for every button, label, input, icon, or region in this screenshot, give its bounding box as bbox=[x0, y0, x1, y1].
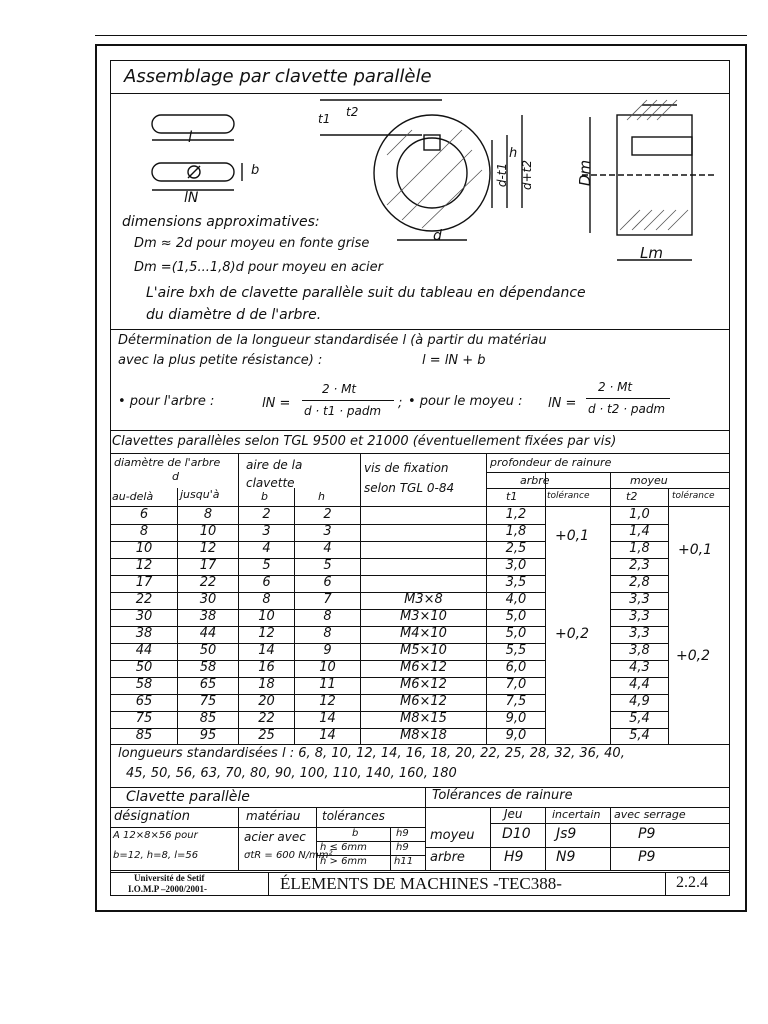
table-cell: M8×15 bbox=[400, 711, 447, 726]
tol-arbre-1: +0,1 bbox=[555, 528, 589, 544]
table-rule bbox=[110, 827, 425, 828]
th-serrage: avec serrage bbox=[614, 808, 686, 821]
th-t1: t1 bbox=[506, 490, 518, 503]
table-cell: 22 bbox=[258, 711, 275, 726]
table-cell: 6 bbox=[262, 575, 271, 590]
materiau-1: acier avec bbox=[244, 830, 306, 844]
table-rule bbox=[486, 488, 730, 489]
th-designation: désignation bbox=[114, 809, 190, 824]
table-cell: 5,4 bbox=[629, 728, 650, 743]
divider bbox=[110, 93, 730, 94]
table-cell: 20 bbox=[258, 694, 275, 709]
tol-arbre-2: +0,2 bbox=[555, 626, 589, 642]
arbre-num: 2 · Mt bbox=[322, 382, 357, 396]
table-cell: 3,8 bbox=[629, 643, 650, 658]
table-cell: 4 bbox=[323, 541, 332, 556]
table-cell: M6×12 bbox=[400, 660, 447, 675]
divider bbox=[110, 870, 730, 871]
table-cell: 5 bbox=[262, 558, 271, 573]
th-jeu: Jeu bbox=[504, 807, 523, 821]
table-cell: 85 bbox=[199, 711, 217, 726]
arbre-lhs: lN = bbox=[262, 396, 291, 411]
table-cell: 8 bbox=[139, 524, 149, 539]
table-cell: 12 bbox=[319, 694, 336, 709]
table-cell: 95 bbox=[199, 728, 217, 743]
table-cell: 12 bbox=[258, 626, 275, 641]
top-rule bbox=[95, 35, 747, 36]
table-cell: 30 bbox=[199, 592, 217, 607]
table-cell: 4 bbox=[262, 541, 271, 556]
table-cell: 10 bbox=[135, 541, 153, 556]
table-cell: 6 bbox=[139, 507, 149, 522]
label-h: h bbox=[509, 146, 518, 161]
table-cell: 30 bbox=[135, 609, 153, 624]
table-cell: 44 bbox=[135, 643, 153, 658]
bottom-left-title: Clavette parallèle bbox=[126, 789, 250, 805]
table-cell: M3×10 bbox=[400, 609, 447, 624]
footer-code: 2.2.4 bbox=[676, 874, 708, 891]
table-cell: M8×18 bbox=[400, 728, 447, 743]
tol-b: b bbox=[352, 828, 359, 839]
table-cell: 9,0 bbox=[505, 711, 527, 726]
footer-university: Université de Setif bbox=[134, 873, 205, 883]
approx-note1: L'aire bxh de clavette parallèle suit du tableau en dépendance bbox=[146, 285, 586, 301]
table-cell: 8 bbox=[323, 609, 332, 624]
table-cell: 22 bbox=[199, 575, 217, 590]
determination-line2: avec la plus petite résistance) : bbox=[118, 353, 323, 368]
divider bbox=[110, 787, 730, 788]
th-tol1: tolérance bbox=[547, 491, 590, 501]
table-cell: 2,8 bbox=[629, 575, 650, 590]
th-jusqua: jusqu'à bbox=[180, 488, 220, 501]
row-moyeu: moyeu bbox=[430, 828, 475, 843]
arbre-jeu: H9 bbox=[504, 849, 524, 865]
table-cell: 44 bbox=[199, 626, 217, 641]
table-cell: 17 bbox=[135, 575, 153, 590]
table-cell: 8 bbox=[262, 592, 271, 607]
table-cell: 3,3 bbox=[629, 609, 650, 624]
tol-h2: h > 6mm bbox=[320, 856, 367, 867]
table-rule bbox=[110, 744, 730, 745]
table-cell: 22 bbox=[135, 592, 153, 607]
table-cell: 5,5 bbox=[505, 643, 527, 658]
table-cell: 5,4 bbox=[629, 711, 650, 726]
table-cell: 75 bbox=[199, 694, 217, 709]
approx-heading: dimensions approximatives: bbox=[122, 214, 320, 230]
designation-2: b=12, h=8, l=56 bbox=[113, 850, 199, 861]
tol-moyeu-1: +0,1 bbox=[678, 542, 712, 558]
th-d: d bbox=[172, 470, 179, 483]
table-cell: 14 bbox=[319, 711, 336, 726]
table-col bbox=[545, 472, 546, 744]
tol-moyeu-2: +0,2 bbox=[676, 648, 710, 664]
table-cell: 3 bbox=[323, 524, 332, 539]
table-cell: 14 bbox=[258, 643, 275, 658]
divider bbox=[110, 453, 730, 454]
arbre-incertain: N9 bbox=[556, 849, 576, 865]
divider bbox=[110, 430, 730, 431]
bottom-right-title: Tolérances de rainure bbox=[432, 788, 573, 803]
row-arbre: arbre bbox=[430, 850, 465, 865]
arbre-label: • pour l'arbre : bbox=[118, 394, 215, 409]
label-d-t1: d-t1 bbox=[495, 162, 510, 188]
table-cell: 3,0 bbox=[505, 558, 527, 573]
table-cell: 65 bbox=[135, 694, 153, 709]
table-cell: 1,2 bbox=[505, 507, 527, 522]
table-cell: 50 bbox=[135, 660, 153, 675]
table-cell: 4,9 bbox=[629, 694, 650, 709]
moyeu-num: 2 · Mt bbox=[598, 380, 633, 394]
table-cell: 50 bbox=[199, 643, 217, 658]
table-cell: 2,5 bbox=[505, 541, 527, 556]
table-cell: M5×10 bbox=[400, 643, 447, 658]
table-cell: 12 bbox=[135, 558, 153, 573]
table-col bbox=[490, 807, 491, 870]
table-rule bbox=[486, 472, 730, 473]
th-au-dela: au-delà bbox=[112, 490, 154, 503]
formula-separator: ; bbox=[398, 396, 403, 411]
table-cell: 4,3 bbox=[629, 660, 650, 675]
table-cell: 85 bbox=[135, 728, 153, 743]
th-tolerances: tolérances bbox=[322, 809, 385, 823]
approx-note2: du diamètre d de l'arbre. bbox=[146, 307, 322, 323]
table-cell: 6,0 bbox=[505, 660, 527, 675]
table-cell: 75 bbox=[135, 711, 153, 726]
label-Dm: Dm bbox=[576, 159, 595, 187]
table-cell: M6×12 bbox=[400, 694, 447, 709]
th-b: b bbox=[261, 490, 268, 503]
tol-h2-val: h11 bbox=[394, 856, 414, 867]
table-cell: 58 bbox=[199, 660, 217, 675]
table-col bbox=[425, 787, 426, 870]
page-title: Assemblage par clavette parallèle bbox=[124, 66, 432, 87]
moyeu-incertain: Js9 bbox=[556, 826, 577, 842]
table-cell: 10 bbox=[258, 609, 275, 624]
table-cell: 16 bbox=[258, 660, 275, 675]
table-cell: 1,8 bbox=[505, 524, 527, 539]
lengths-line2: 45, 50, 56, 63, 70, 80, 90, 100, 110, 140, 160, 180 bbox=[126, 766, 457, 781]
arbre-fraction-bar bbox=[302, 400, 394, 401]
table-cell: 3,3 bbox=[629, 626, 650, 641]
table-cell: 10 bbox=[199, 524, 217, 539]
table-cell: 1,0 bbox=[629, 507, 650, 522]
table-col bbox=[390, 827, 391, 870]
table-cell: M6×12 bbox=[400, 677, 447, 692]
table-cell: 7,0 bbox=[505, 677, 527, 692]
table-cell: 6 bbox=[323, 575, 332, 590]
label-t2: t2 bbox=[346, 105, 359, 119]
moyeu-lhs: lN = bbox=[548, 396, 577, 411]
tol-b-val: h9 bbox=[396, 828, 409, 839]
footer-iomp: I.O.M.P –2000/2001- bbox=[128, 884, 207, 894]
th-h: h bbox=[318, 490, 325, 503]
table-cell: 1,4 bbox=[629, 524, 650, 539]
tol-h1: h ≤ 6mm bbox=[320, 842, 367, 853]
table-col bbox=[610, 807, 611, 870]
moyeu-jeu: D10 bbox=[502, 826, 531, 842]
arbre-den: d · t1 · padm bbox=[304, 404, 382, 418]
footer-title: ÉLEMENTS DE MACHINES -TEC388- bbox=[280, 874, 562, 893]
th-aire: aire de la clavette bbox=[246, 458, 303, 490]
tol-h1-val: h9 bbox=[396, 842, 409, 853]
table-caption: Clavettes parallèles selon TGL 9500 et 21000 (éventuellement fixées par vis) bbox=[112, 434, 617, 449]
table-cell: 8 bbox=[323, 626, 332, 641]
table-cell: 25 bbox=[258, 728, 275, 743]
table-cell: 1,8 bbox=[629, 541, 650, 556]
table-cell: 4,0 bbox=[505, 592, 527, 607]
table-cell: 4,4 bbox=[629, 677, 650, 692]
label-t1: t1 bbox=[318, 112, 331, 126]
table-cell: 3,5 bbox=[505, 575, 527, 590]
th-profondeur: profondeur de rainure bbox=[490, 456, 612, 469]
table-cell: 38 bbox=[199, 609, 217, 624]
footer-divider bbox=[665, 872, 666, 896]
label-l: l bbox=[188, 128, 193, 146]
table-col bbox=[668, 488, 669, 744]
table-cell: 5,0 bbox=[505, 626, 527, 641]
footer-divider bbox=[268, 872, 269, 896]
table-cell: 3 bbox=[262, 524, 271, 539]
table-cell: 17 bbox=[199, 558, 217, 573]
th-vis: vis de fixation selon TGL 0-84 bbox=[364, 461, 455, 495]
table-rule bbox=[425, 847, 730, 848]
table-cell: 38 bbox=[135, 626, 153, 641]
moyeu-label: • pour le moyeu : bbox=[408, 394, 523, 409]
table-cell: 3,3 bbox=[629, 592, 650, 607]
th-t2: t2 bbox=[626, 490, 638, 503]
table-cell: 12 bbox=[199, 541, 217, 556]
th-materiau: matériau bbox=[246, 809, 301, 823]
label-d: d bbox=[433, 228, 442, 244]
approx-line1: Dm ≈ 2d pour moyeu en fonte grise bbox=[134, 236, 370, 251]
table-col bbox=[238, 807, 239, 870]
label-Lm: Lm bbox=[640, 244, 663, 262]
table-cell: 14 bbox=[319, 728, 336, 743]
arbre-serrage: P9 bbox=[638, 849, 656, 865]
table-cell: 2 bbox=[262, 507, 271, 522]
table-col bbox=[545, 807, 546, 870]
table-cell: 7 bbox=[323, 592, 332, 607]
approx-line2: Dm =(1,5...1,8)d pour moyeu en acier bbox=[134, 260, 384, 275]
table-cell: 65 bbox=[199, 677, 217, 692]
determination-line1: Détermination de la longueur standardisée l (à partir du matériau bbox=[118, 333, 547, 348]
th-tol2: tolérance bbox=[672, 491, 715, 501]
table-cell: 5,0 bbox=[505, 609, 527, 624]
table-cell: 58 bbox=[135, 677, 153, 692]
table-cell: 2,3 bbox=[629, 558, 650, 573]
table-cell: 7,5 bbox=[505, 694, 527, 709]
table-cell: 2 bbox=[323, 507, 332, 522]
moyeu-fraction-bar bbox=[586, 398, 670, 399]
table-cell: 18 bbox=[258, 677, 275, 692]
determination-formula: l = lN + b bbox=[422, 353, 486, 368]
divider bbox=[110, 329, 730, 330]
th-diametre: diamètre de l'arbre bbox=[114, 456, 221, 469]
th-incertain: incertain bbox=[552, 808, 601, 821]
lengths-line1: longueurs standardisées l : 6, 8, 10, 12, 14, 16, 18, 20, 22, 25, 28, 32, 36, 40, bbox=[118, 746, 625, 761]
materiau-2: σtR = 600 N/mm² bbox=[244, 850, 333, 861]
table-cell: 5 bbox=[323, 558, 332, 573]
table-cell: 9 bbox=[323, 643, 332, 658]
table-cell: M3×8 bbox=[404, 592, 443, 607]
table-cell: M4×10 bbox=[400, 626, 447, 641]
table-cell: 10 bbox=[319, 660, 336, 675]
label-lN: lN bbox=[184, 190, 199, 206]
table-cell: 8 bbox=[203, 507, 213, 522]
table-cell: 11 bbox=[319, 677, 336, 692]
moyeu-den: d · t2 · padm bbox=[588, 402, 666, 416]
label-d-t2: d+t2 bbox=[520, 159, 535, 191]
moyeu-serrage: P9 bbox=[638, 826, 656, 842]
table-cell: 9,0 bbox=[505, 728, 527, 743]
designation-1: A 12×8×56 pour bbox=[113, 830, 198, 841]
th-arbre: arbre bbox=[520, 474, 550, 487]
th-moyeu: moyeu bbox=[630, 474, 668, 487]
label-b: b bbox=[251, 163, 260, 178]
